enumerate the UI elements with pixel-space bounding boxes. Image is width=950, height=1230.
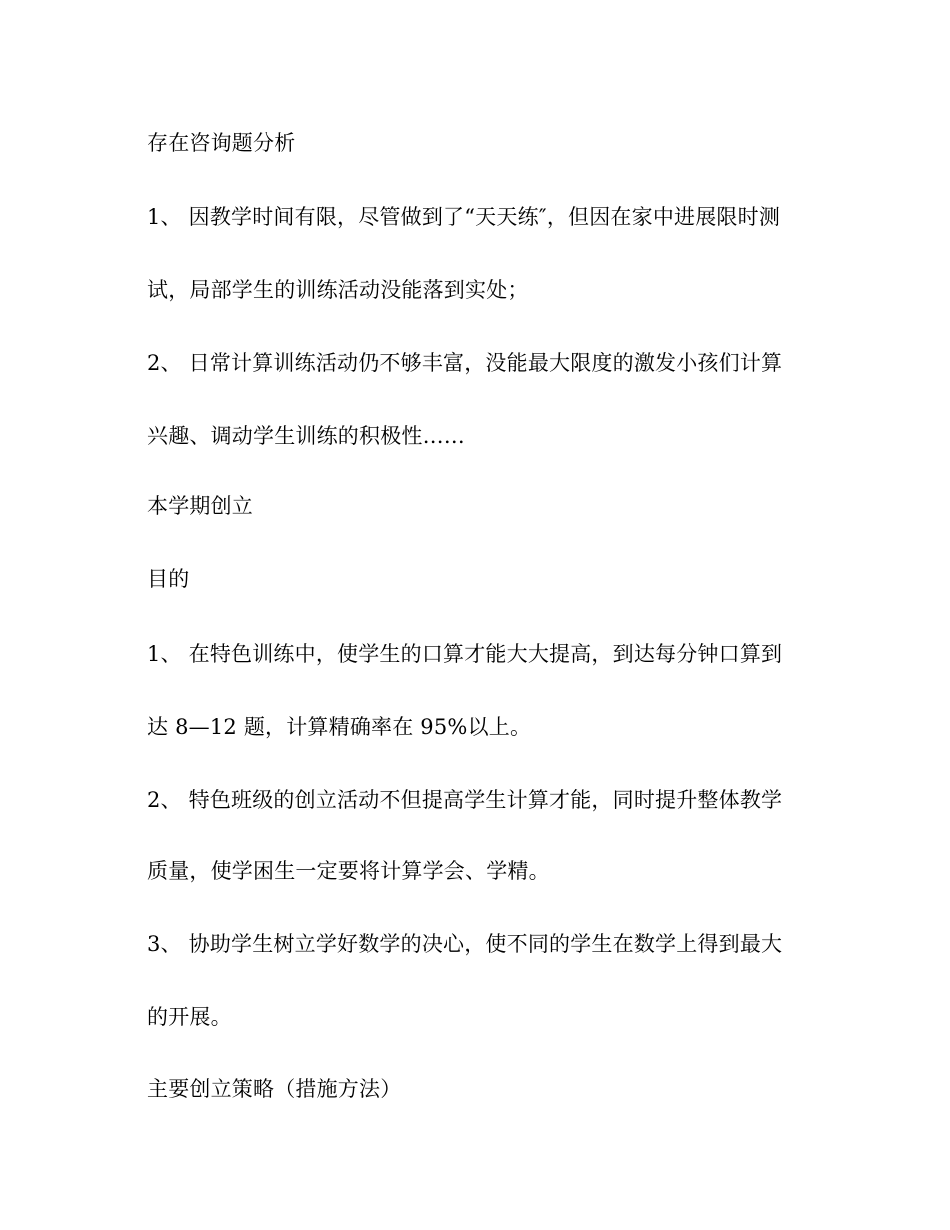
- paragraph-line: 达 8—12 题，计算精确率在 95%以上。: [147, 715, 532, 739]
- paragraph-line: 1、 因教学时间有限，尽管做到了“天天练″，但因在家中进展限时测: [147, 205, 781, 229]
- paragraph-line: 质量，使学困生一定要将计算学会、学精。: [147, 859, 550, 883]
- paragraph-line: 1、 在特色训练中，使学生的口算才能大大提高，到达每分钟口算到: [147, 642, 783, 666]
- paragraph-line: 2、 特色班级的创立活动不但提高学生计算才能，同时提升整体教学: [147, 788, 783, 812]
- section-heading-semester-creation: 本学期创立: [147, 494, 253, 518]
- paragraph-line: 3、 协助学生树立学好数学的决心，使不同的学生在数学上得到最大: [147, 932, 783, 956]
- section-heading-goals: 目的: [147, 567, 190, 591]
- section-heading-main-strategies: 主要创立策略（措施方法）: [147, 1077, 402, 1101]
- paragraph-line: 2、 日常计算训练活动仍不够丰富，没能最大限度的激发小孩们计算: [147, 351, 783, 375]
- paragraph-line: 试，局部学生的训练活动没能落到实处；: [147, 278, 529, 302]
- paragraph-line: 兴趣、调动学生训练的积极性……: [147, 424, 465, 448]
- section-heading-problem-analysis: 存在咨询题分析: [147, 131, 296, 155]
- paragraph-line: 的开展。: [147, 1005, 232, 1029]
